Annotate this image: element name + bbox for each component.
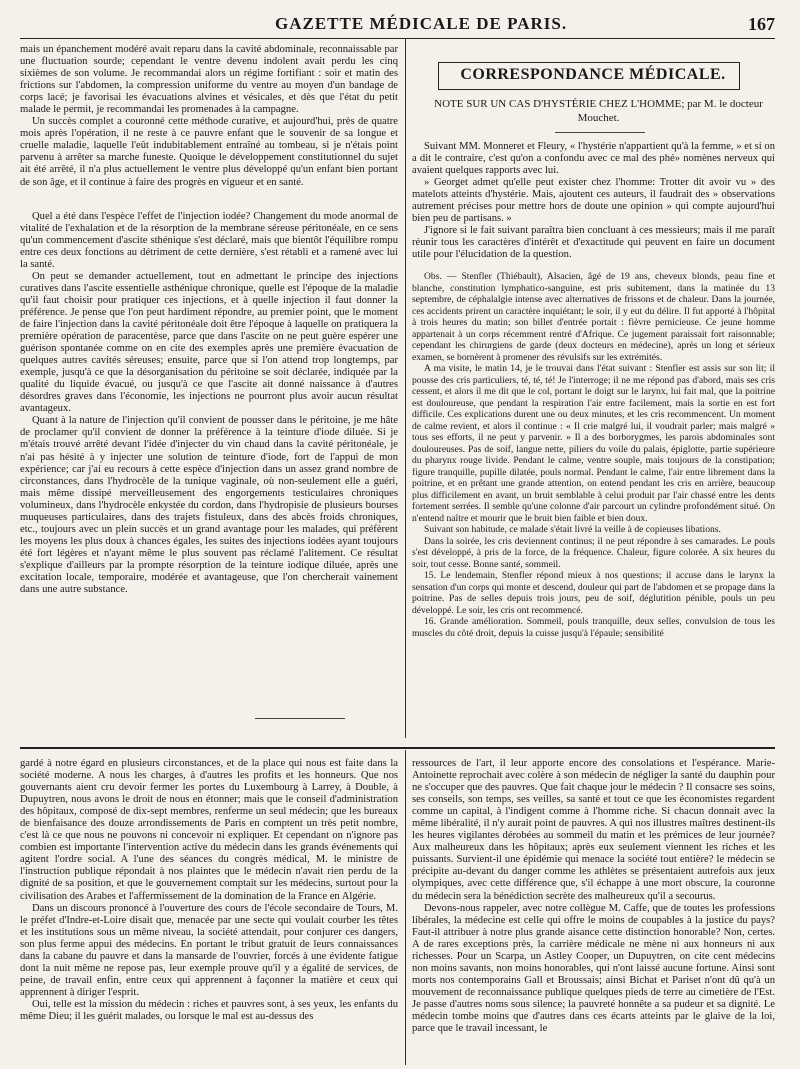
- observation-paragraph: 15. Le lendemain, Stenfler répond mieux à nos questions; il accuse dans le larynx la sensation d'un corps qui monte et descend, douleur qui part de l'abdomen et se propage dans la poitrine. Pas de selles depuis trois jours, peu de soif, déglutition pénible, pouls un peu développé. Le soir, les cris ont recommencé.: [412, 570, 775, 616]
- feuilleton-right: [412, 758, 775, 1066]
- header-rule: [20, 38, 775, 39]
- feuilleton-paragraph: Dans un discours prononcé à l'ouverture des cours de l'école secondaire de Tours, M. le préfet d'Indre-et-Loire disait que, menacée par une secte qui voulait courber les têtes et les institutions sous un même niveau, la société attendait, pour conjurer ces dangers, son plus ferme appui des médecins. En portant le tribut gratuit de leurs connaissances dans la cabane du pauvre et dans la mansarde de l'ouvrier, forcés à une évidente fatigue dont la nuit même ne repose pas, leur exemple prouve qu'il y a égalité de services, de peine, de travail enfin, entre ceux qui apprennent à façonner la matière et ceux qui apprennent à diriger l'esprit.: [20, 902, 398, 998]
- left-paragraph: On peut se demander actuellement, tout en admettant le principe des injections curatives dans l'ascite essentielle asthénique chronique, quelle est l'époque de la maladie qu'il faut choisir pour pratiquer ces injections, et à quelle injection il faut donner la préférence. Je pense que l'on peut hardiment répondre, au premier point, que le moment de faire l'injection dans la cavité péritonéale doit être l'époque à laquelle on pratiquera la première opération de paracentèse, parce que dans l'ascite on ne peut guère espérer une guérison spontanée comme on en cite des exemples après une première évacuation de quelques autres cavités séreuses; ensuite, parce que si l'on attend trop longtemps, par exemple, jusqu'à ce que la désorganisation du péritoine se soit déclarée, indiquée par la qualité du liquide évacué, ou jusqu'à ce que l'ascite ait donné naissance à d'autres désordres graves dans l'économie, les injections ne pourront plus avoir aucun résultat avantageux.: [20, 270, 398, 415]
- end-rule: [255, 718, 345, 719]
- section-title: CORRESPONDANCE MÉDICALE.: [460, 66, 726, 83]
- spacer: [412, 261, 775, 271]
- feuilleton-paragraph: Oui, telle est la mission du médecin : riches et pauvres sont, à ses yeux, les enfants du même Dieu; il les guérit malades, ou lorsque le mal est au-dessus des: [20, 998, 398, 1022]
- feuilleton-paragraph: gardé à notre égard en plusieurs circonstances, et de la place qui nous est faite dans la société moderne. A nous les charges, à d'autres les profits et les honneurs. Que nos gouvernants aient cru devoir fermer les portes du Luxembourg à Larrey, à Double, à Dupuytren, nous avons le droit de nous en étonner; mais que le conseil d'administration des hôpitaux, composé de dix-sept membres, renferme un seul médecin; que les bureaux de bienfaisance des douze arrondissements de Paris en comptent un très petit nombre, c'est là ce que nous ne pouvons ni concevoir ni expliquer. Et cependant on n'ignore pas combien est importante l'intervention active du médecin dans les grands événements qui agitent l'ordre social. A l'une des séances du congrès médical, M. le ministre de l'instruction publique répondait à nos plaintes que le médecin n'avait rien perdu de la dignité de sa position, et que le gouvernement comptait sur les médecins, surtout pour la civilisation des Arabes et l'affermissement de la domination de la France en Algérie.: [20, 758, 398, 902]
- observation-paragraph: Dans la soirée, les cris deviennent continus; il ne peut répondre à ses camarades. Le pouls s'est développé, à pris de la force, de la fréquence. Chaleur, figure colorée. A six heures du soir, tout cesse. Bonne santé, sommeil.: [412, 535, 775, 570]
- title-rule: [555, 132, 645, 133]
- right-column: [412, 141, 775, 743]
- journal-title: GAZETTE MÉDICALE DE PARIS.: [275, 14, 568, 33]
- observation-paragraph: A ma visite, le matin 14, je le trouvai dans l'état suivant : Stenfler est assis sur son lit; il pousse des cris particuliers, té, té, té! Je l'interroge; il ne me répond pas d'abord, mais ses cris cessent, et alors il me dit que le col, portant le doigt sur le larynx, lui fait mal, que la poitrine est douloureuse, que pendant la respiration l'air entre facilement, mais la sortie en est fort difficile. Ces explications durent une ou deux minutes, et les cris recommencent. Un moment de calme revient, et alors il continue : « Il crie malgré lui, il voudrait parler; mais malgré » tous ses efforts, il ne peut y parvenir. » Il a des borborygmes, les parois abdominales sont douloureuses. Pas de soif, langue nette, piliers du voile du palais, épiglotte, partie supérieure du pharynx rouge livide. Pendant le calme, ventre souple, mais toujours de la constipation; figure tranquille, pupille dilatée, pouls normal. Pendant le calme, l'air entre librement dans la poitrine, et en prêtant une grande attention, on entend pendant les cris en arrière, beaucoup plus difficilement en avant, un bruit semblable à celui produit par l'air chassé entre les dents fortement serrées. Il semble qu'une colonne d'air parcourt un cylindre profondément situé. On n'entend naître et mourir que le bruit bien faible et bien doux.: [412, 363, 775, 524]
- page-header: [20, 14, 775, 36]
- left-paragraph: Quel a été dans l'espèce l'effet de l'injection iodée? Changement du mode anormal de vitalité de l'exhalation et de la résorption de la membrane séreuse péritonéale, en ce sens qu'un commencement d'ascite sthénique s'est déclaré, mais que bientôt l'équilibre rompu entre ces deux fonctions au détriment de cette dernière, s'est rétabli et a ramené avec lui la santé.: [20, 210, 398, 270]
- article-title: NOTE SUR UN CAS D'HYSTÉRIE CHEZ L'HOMME; par M. le docteur Mouchet.: [434, 98, 763, 124]
- observation-paragraph: Suivant son habitude, ce malade s'était livré la veille à de copieuses libations.: [424, 524, 721, 536]
- right-paragraph: » Georget admet qu'elle peut exister chez l'homme: Trotter dit avoir vu » des matelots atteints d'hystérie. Mais, ajoutent ces auteurs, il faudrait des » observations autrement précises pour mettre hors de doute une opinion » qui compte aujourd'hui bien peu de partisans. »: [412, 177, 775, 225]
- right-paragraph: Suivant MM. Monneret et Fleury, « l'hystérie n'appartient qu'à la femme, » et si on a dit le contraire, c'est qu'on a confondu avec ce mal des phé» nomènes nerveux qui avaient quelques rapports avec lui.: [412, 141, 775, 177]
- column-divider: [405, 38, 406, 738]
- page-number: 167: [748, 14, 775, 34]
- left-paragraph: mais un épanchement modéré avait reparu dans la cavité abdominale, reconnaissable par une fluctuation sourde; cependant le ventre devenu indolent avait perdu les cinq sixièmes de son volume. Je recommandai alors un régime fortifiant : soir et matin des frictions sur l'abdomen, la compression uniforme du ventre au moyen d'un bandage de corps lacé; je favorisai les évacuations alvines et vésicales, et dès que l'état du petit malade le permit, je recommandai les promenades à la campagne.: [20, 44, 398, 116]
- right-paragraph: J'ignore si le fait suivant paraîtra bien concluant à ces messieurs; mais il me paraît réunir tous les caractères d'intérêt et d'exactitude qui peuvent en faire un document utile pour l'élucidation de la question.: [412, 225, 775, 261]
- left-column: [20, 44, 398, 724]
- spacer: [20, 189, 398, 211]
- left-paragraph: Quant à la nature de l'injection qu'il convient de pousser dans le péritoine, je me hâte de proclamer qu'il convient de donner la préférence à la teinture d'iode diluée. Si je m'étais trouvé arrêté devant l'idée d'injecter du vin chaud dans la cavité péritonéale, je n'ai pas hésité à y injecter une solution de teinture d'iode, fort de l'appui de mon expérience; car j'ai eu recours à cette espèce d'injection dans un assez grand nombre de circonstances, dans l'hydrocèle de la tunique vaginale, où non-seulement elle a guéri, mais même dissipé merveilleusement des engorgements testiculaires chroniques volumineux, dans l'hydrocèle enkystée du cordon, dans l'hydropisie de plusieurs bourses muqueuses particulaires, dans des trajets fistuleux, dans des abcès froids chroniques, etc., toujours avec un plein succès et un grand avantage pour les malades, qui préfèrent les moyens les plus doux à chances égales, les suites des injections iodées ayant toujours été fort légères et n'ayant même le plus souvent pas réclamé l'alitement. Ce résultat s'explique d'ailleurs par la prompte résorption de la teinture iodique diluée, après une excitation locale, temporaire, modérée et avantageuse, que l'on chercherait vainement dans une autre substance.: [20, 415, 398, 596]
- left-paragraph: Un succès complet a couronné cette méthode curative, et aujourd'hui, près de quatre mois après l'opération, il ne reste à ce pauvre enfant que le souvenir de sa longue et cruelle maladie, laquelle l'eût indubitablement entraîné au tombeau, si je n'étais point parvenu à arrêter sa marche funeste. Quoique le développement constitutionnel du sujet ait été arrêté, il n'a plus actuellement le ventre plus développé qu'un enfant bien portant de son âge, et il continue à faire des progrès en vigueur et en santé.: [20, 116, 398, 188]
- observation-paragraph: 16. Grande amélioration. Sommeil, pouls tranquille, deux selles, convulsion de tous les muscles du côté droit, depuis la cuisse jusqu'à l'épaule; sensibilité: [412, 616, 775, 639]
- observation-paragraph: Obs. — Stenfler (Thiébault), Alsacien, âgé de 19 ans, cheveux blonds, peau fine et blanche, constitution lymphatico-sanguine, est pris subitement, dans la matinée du 13 septembre, de céphalalgie intense avec alternatives de frissons et de chaleur. Dans la journée, ces accidents prirent un caractère inquiétant; le soir, il y eut du délire. Il fut apporté à l'hôpital à trois heures du matin; son billet d'entrée portait : fièvre pernicieuse. Ce jeune homme appartenait à un corps récemment rentré d'Afrique. Ce jugement paraissait fort raisonnable; cependant les chirurgiens de garde (deux docteurs en médecine), après un long et sérieux examen, se bornèrent à promener des révulsifs sur les extrémités.: [412, 271, 775, 363]
- feuilleton-left: [20, 758, 398, 1066]
- feuilleton-paragraph: Devons-nous rappeler, avec notre collègue M. Caffe, que de toutes les professions libérales, la médecine est celle qui offre le moins de coupables à la justice du pays? Faut-il attribuer à notre plus grande aisance cette distinction honorable? Non, certes. A de rares exceptions près, la carrière médicale ne mène ni aux honneurs ni aux richesses. Pour un Scarpa, un Astley Cooper, un Dupuytren, on cite cent médecins non moins savants, non moins honorables, qui n'ont laissé aucune fortune. Ainsi sont morts nos contemporains Gall et Broussais; ainsi Bichat et Pariset n'ont dû qu'à un mouvement de reconnaissance publique quelques pieds de terre au cimetière de l'Est. Je passe d'autres noms sous silence; la pauvreté honnête a sa pudeur et sa dignité. Le médecin tombe moins que d'autres dans ces écarts atteints par le glaive de la loi, parce que le travail incessant, le: [412, 902, 775, 1035]
- feuilleton-paragraph: ressources de l'art, il leur apporte encore des consolations et l'espérance. Marie-Antoinette reprochait avec colère à son médecin de négliger la santé du dauphin pour ne s'occuper que des pauvres. Que fait chaque jour le médecin ? Il consacre ses soins, ses conseils, son temps, ses veilles, sa santé et tout ce que les économistes regardent comme un capital, à l'indigent comme à l'homme riche. Si chacun donnait avec la même libéralité, il n'y aurait point de pauvres. A qui nos illustres maîtres destinent-ils les heures vigilantes dérobées au sommeil du matin et les prémices de leur journée? Aux malheureux dans les hôpitaux; après eux seulement viennent les riches et les puissants. Survient-il une épidémie qui menace la société tout entière? le médecin se précipite au-devant du danger comme les athlètes se présentaient autrefois aux jeux olympiques, avec cette différence que, s'il échappe à une mort obscure, la couronne du médecin sera la bénédiction secrète des malheureux qu'il a secourus.: [412, 758, 775, 902]
- feuilleton-divider: [405, 750, 406, 1065]
- feuilleton-rule: [20, 747, 775, 749]
